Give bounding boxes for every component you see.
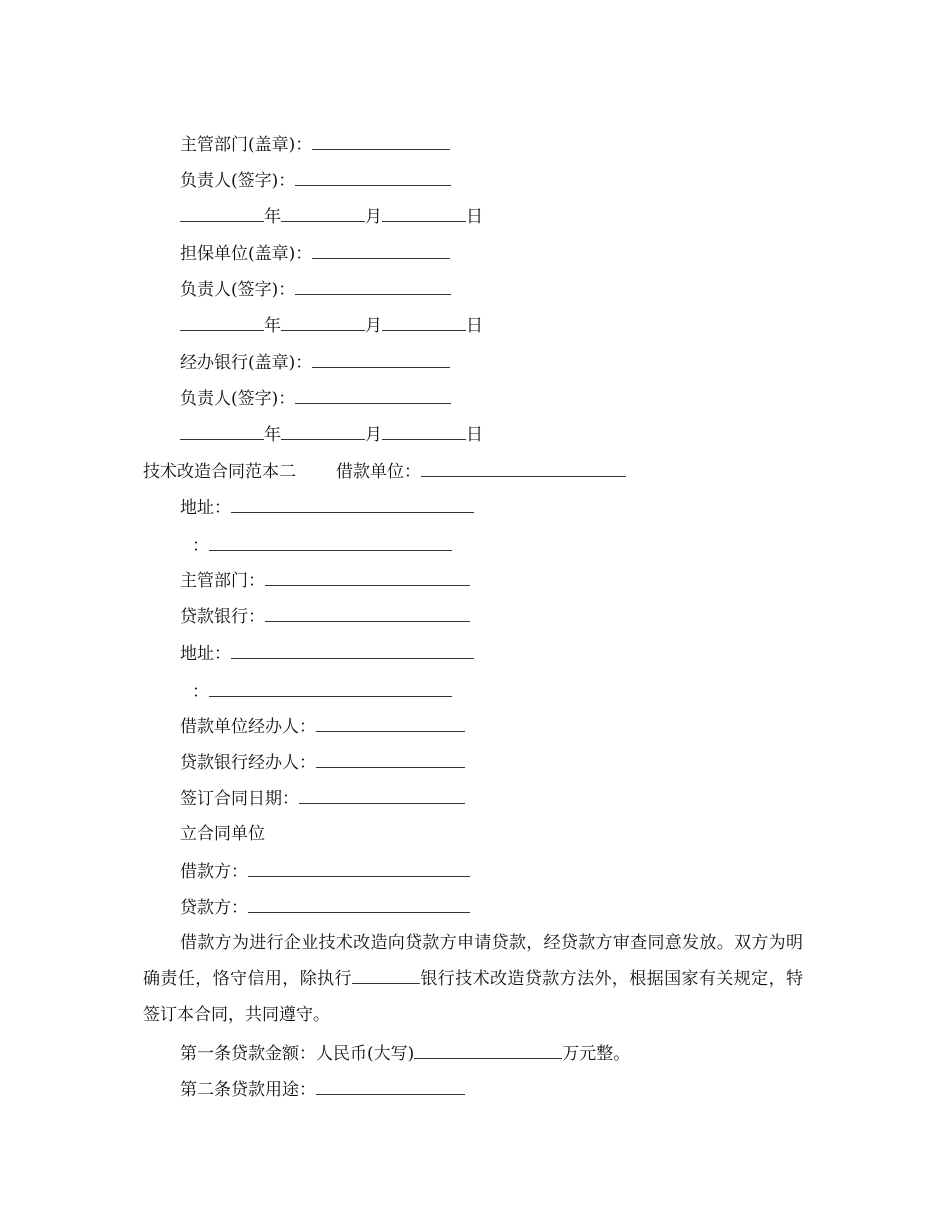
article1-line: [180, 1042, 630, 1065]
bank-agent-blank[interactable]: [316, 751, 465, 768]
borrower-agent-label: 借款单位经办人：: [180, 717, 316, 737]
year-label: 年: [264, 207, 281, 227]
colon-label: ：: [192, 536, 209, 556]
day-blank[interactable]: [382, 314, 466, 331]
colon2-blank[interactable]: [209, 680, 452, 697]
contract-title: 技术改造合同范本二: [143, 462, 296, 482]
dept-seal-line: [180, 133, 450, 156]
bank-seal-blank[interactable]: [312, 351, 450, 368]
lender-party-line: [180, 896, 470, 919]
bank-seal-line: [180, 351, 450, 374]
address2-line: [180, 642, 474, 665]
address-blank[interactable]: [231, 496, 474, 513]
guarantor-seal-label: 担保单位(盖章)：: [180, 244, 313, 264]
day-label: 日: [466, 316, 483, 336]
dept-label: 主管部门：: [180, 571, 265, 591]
colon2-label: ：: [192, 682, 209, 702]
bank-agent-label: 贷款银行经办人：: [180, 753, 316, 773]
month-blank[interactable]: [281, 423, 365, 440]
article1-suffix: 万元整。: [562, 1044, 631, 1064]
dept-line: [180, 569, 470, 592]
intro-paragraph: [143, 925, 803, 1033]
borrower-party-line: [180, 860, 470, 883]
intro-text-1: 借款方为进行企业技术改造向贷款方申请贷款，经贷款方审查同意发放。双方为明确责任，恪守信用，除执行: [143, 933, 803, 989]
month-label: 月: [365, 425, 382, 445]
borrower-blank[interactable]: [421, 460, 626, 477]
guarantor-seal-line: [180, 242, 450, 265]
month-label: 月: [365, 316, 382, 336]
bank-seal-label: 经办银行(盖章)：: [180, 353, 313, 373]
head-sign-line: [180, 169, 451, 192]
lender-bank-line: [180, 605, 470, 628]
colon-line: [192, 534, 452, 557]
head-sign-line: [180, 387, 451, 410]
borrower-agent-blank[interactable]: [316, 715, 465, 732]
borrower-party-label: 借款方：: [180, 862, 248, 882]
parties-heading-line: [180, 823, 265, 845]
year-blank[interactable]: [180, 205, 264, 222]
sign-date-label: 签订合同日期：: [180, 789, 299, 809]
dept-seal-label: 主管部门(盖章)：: [180, 135, 313, 155]
address-line: [180, 496, 474, 519]
borrower-party-blank[interactable]: [248, 860, 470, 877]
head-sign-label: 负责人(签字)：: [180, 280, 296, 300]
article2-label: 第二条贷款用途：: [180, 1080, 316, 1100]
amount-blank[interactable]: [414, 1042, 562, 1059]
contract-title-line: [143, 460, 626, 483]
month-blank[interactable]: [281, 205, 365, 222]
year-label: 年: [264, 425, 281, 445]
date-line: [180, 205, 483, 228]
year-blank[interactable]: [180, 423, 264, 440]
month-blank[interactable]: [281, 314, 365, 331]
address2-blank[interactable]: [231, 642, 474, 659]
month-label: 月: [365, 207, 382, 227]
year-label: 年: [264, 316, 281, 336]
intro-text-2: 银行技术改造贷款方法外，根据国家有关规定，特签订本合同，共同遵守。: [143, 969, 804, 1025]
colon-blank[interactable]: [209, 534, 452, 551]
dept-blank[interactable]: [265, 569, 470, 586]
lender-bank-label: 贷款银行：: [180, 607, 265, 627]
head-sign-label: 负责人(签字)：: [180, 389, 296, 409]
sign-date-line: [180, 787, 465, 810]
article2-line: [180, 1078, 465, 1101]
head-sign-blank[interactable]: [295, 278, 451, 295]
day-label: 日: [466, 425, 483, 445]
article1-label: 第一条贷款金额：人民币(大写): [180, 1044, 415, 1064]
day-label: 日: [466, 207, 483, 227]
head-sign-label: 负责人(签字)：: [180, 171, 296, 191]
head-sign-blank[interactable]: [295, 169, 451, 186]
borrower-label: 借款单位：: [336, 462, 421, 482]
day-blank[interactable]: [382, 205, 466, 222]
sign-date-blank[interactable]: [299, 787, 465, 804]
address-label: 地址：: [180, 498, 231, 518]
colon2-line: [192, 680, 452, 703]
borrower-agent-line: [180, 715, 465, 738]
purpose-blank[interactable]: [316, 1078, 465, 1095]
head-sign-line: [180, 278, 451, 301]
guarantor-seal-blank[interactable]: [312, 242, 450, 259]
address2-label: 地址：: [180, 644, 231, 664]
executing-bank-blank[interactable]: [352, 967, 420, 984]
lender-party-label: 贷款方：: [180, 898, 248, 918]
head-sign-blank[interactable]: [295, 387, 451, 404]
day-blank[interactable]: [382, 423, 466, 440]
date-line: [180, 314, 483, 337]
date-line: [180, 423, 483, 446]
lender-bank-blank[interactable]: [265, 605, 470, 622]
parties-heading: 立合同单位: [180, 824, 265, 844]
year-blank[interactable]: [180, 314, 264, 331]
dept-seal-blank[interactable]: [312, 133, 450, 150]
bank-agent-line: [180, 751, 465, 774]
lender-party-blank[interactable]: [248, 896, 470, 913]
